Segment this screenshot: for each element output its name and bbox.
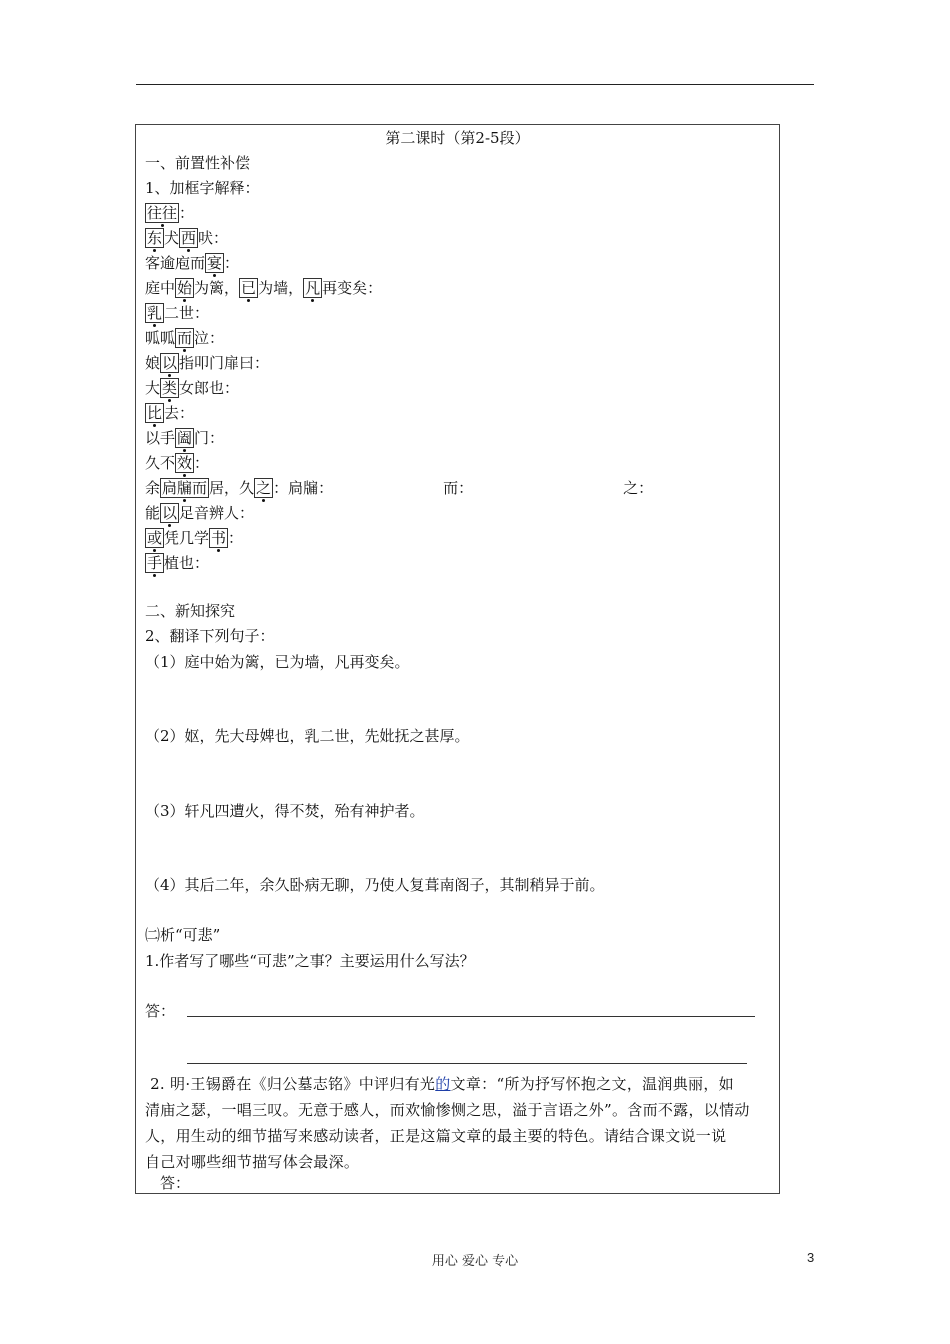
vocab-text: 二世：: [164, 304, 210, 322]
vocab-text: 犬: [164, 229, 180, 247]
vocab-text: 呱呱: [145, 329, 176, 347]
q2-link[interactable]: 的: [435, 1075, 451, 1093]
vocab-item: [145, 228, 228, 248]
q2-line-2: 清庙之瑟，一唱三叹。无意于感人，而欢愉惨恻之思，溢于言语之外”。含而不露，以情动: [145, 1101, 750, 1119]
sentence-2: （2）妪，先大母婢也，乳二世，先妣抚之甚厚。: [145, 727, 470, 745]
vocab-text: 娘: [145, 354, 161, 372]
vocab-item: [145, 403, 194, 423]
boxed-character: 比: [147, 404, 163, 422]
vocab-text: 去：: [164, 404, 195, 422]
vocab-text: 客逾庖而: [145, 254, 206, 272]
vocab-item: [145, 278, 382, 298]
section-heading-2: 二、新知探究: [145, 602, 236, 620]
boxed-character: 以: [162, 354, 178, 372]
answer-line-2[interactable]: [187, 1063, 747, 1064]
boxed-character: 之: [256, 479, 272, 497]
answer-label-2: 答：: [160, 1174, 191, 1192]
vocab-item: [145, 353, 269, 373]
vocab-item: [145, 428, 224, 448]
boxed-character: 西: [181, 229, 197, 247]
vocab-text: 吠：: [198, 229, 229, 247]
boxed-character: 而: [177, 329, 193, 347]
vocab-text: 为篱，: [194, 279, 240, 297]
vocab-item: [145, 503, 254, 523]
vocab-text: 大: [145, 379, 161, 397]
vocab-text: 以手: [145, 429, 176, 447]
boxed-character: 东: [147, 229, 163, 247]
page-number: 3: [807, 1250, 815, 1265]
boxed-character: 阖: [177, 429, 193, 447]
vocab-text: ：: [224, 254, 240, 272]
boxed-character: 往往: [147, 204, 178, 222]
vocab-item: [145, 453, 209, 473]
analysis-question-1: 1.作者写了哪些“可悲”之事？主要运用什么写法？: [145, 952, 475, 970]
boxed-character: 类: [162, 379, 178, 397]
analysis-question-2: [145, 1071, 775, 1175]
q2-line-3: 人，用生动的细节描写来感动读者，正是这篇文章的最主要的特色。请结合课文说一说: [145, 1127, 727, 1145]
vocab-text: 之：: [623, 479, 654, 497]
vocab-text: 居，久: [209, 479, 255, 497]
vocab-item: [145, 328, 224, 348]
vocab-text: 而：: [443, 479, 474, 497]
vocab-text: ：: [194, 454, 210, 472]
vocab-text: ：: [228, 529, 244, 547]
vocab-text: ：: [179, 204, 195, 222]
boxed-character: 始: [177, 279, 193, 297]
vocab-text: 凭几学: [164, 529, 210, 547]
sentence-4: （4）其后二年，余久卧病无聊，乃使人复葺南阁子，其制稍异于前。: [145, 876, 605, 894]
vocab-text: 指叩门扉曰：: [179, 354, 270, 372]
vocab-text: 泣：: [194, 329, 225, 347]
boxed-character: 或: [147, 529, 163, 547]
lesson-title: 第二课时（第2-5段）: [385, 129, 530, 147]
vocab-item: [145, 303, 209, 323]
page-footer: 用心 爱心 专心: [431, 1254, 519, 1269]
vocab-item: [145, 478, 653, 498]
boxed-character: 书: [211, 529, 227, 547]
q2-line-4: 自己对哪些细节描写体会最深。: [145, 1153, 360, 1171]
vocab-item: [145, 528, 243, 548]
section-heading-1: 一、前置性补偿: [145, 154, 251, 172]
question-2: 2、翻译下列句子：: [145, 627, 275, 645]
vocab-text: 足音辨人：: [179, 504, 255, 522]
answer-line-1[interactable]: [187, 1016, 755, 1017]
sentence-1: （1）庭中始为篱，已为墙，凡再变矣。: [145, 653, 410, 671]
analysis-heading: ㈡析“可悲”: [145, 926, 221, 944]
vocab-text: 余: [145, 479, 161, 497]
vocab-item: [145, 553, 209, 573]
answer-label-1: 答：: [145, 1002, 176, 1020]
vocab-text: 门：: [194, 429, 225, 447]
boxed-character: 以: [162, 504, 178, 522]
vocab-text: 植也：: [164, 554, 210, 572]
boxed-character: 扃牖而: [162, 479, 208, 497]
vocab-item: [145, 378, 239, 398]
vocab-text: 为墙，: [258, 279, 304, 297]
boxed-character: 效: [177, 454, 193, 472]
boxed-character: 手: [147, 554, 163, 572]
vocab-text: 庭中: [145, 279, 176, 297]
vocab-text: 能: [145, 504, 161, 522]
vocab-item: [145, 203, 194, 223]
sentence-3: （3）轩凡四遭火，得不焚，殆有神护者。: [145, 802, 425, 820]
boxed-character: 乳: [147, 304, 163, 322]
vocab-item: [145, 253, 239, 273]
vocab-text: 久不: [145, 454, 176, 472]
vocab-text: ：扃牖：: [273, 479, 334, 497]
question-1: 1、加框字解释：: [145, 179, 260, 197]
vocab-text: 女郎也：: [179, 379, 240, 397]
q2-text-pre: 2. 明·王锡爵在《归公墓志铭》中评归有光: [150, 1075, 436, 1093]
vocab-text: 再变矣：: [322, 279, 383, 297]
boxed-character: 宴: [207, 254, 223, 272]
boxed-character: 凡: [305, 279, 321, 297]
boxed-character: 已: [241, 279, 257, 297]
q2-text-post: 文章：“所为抒写怀抱之文，温润典丽，如: [450, 1075, 734, 1093]
header-rule: [136, 84, 814, 85]
